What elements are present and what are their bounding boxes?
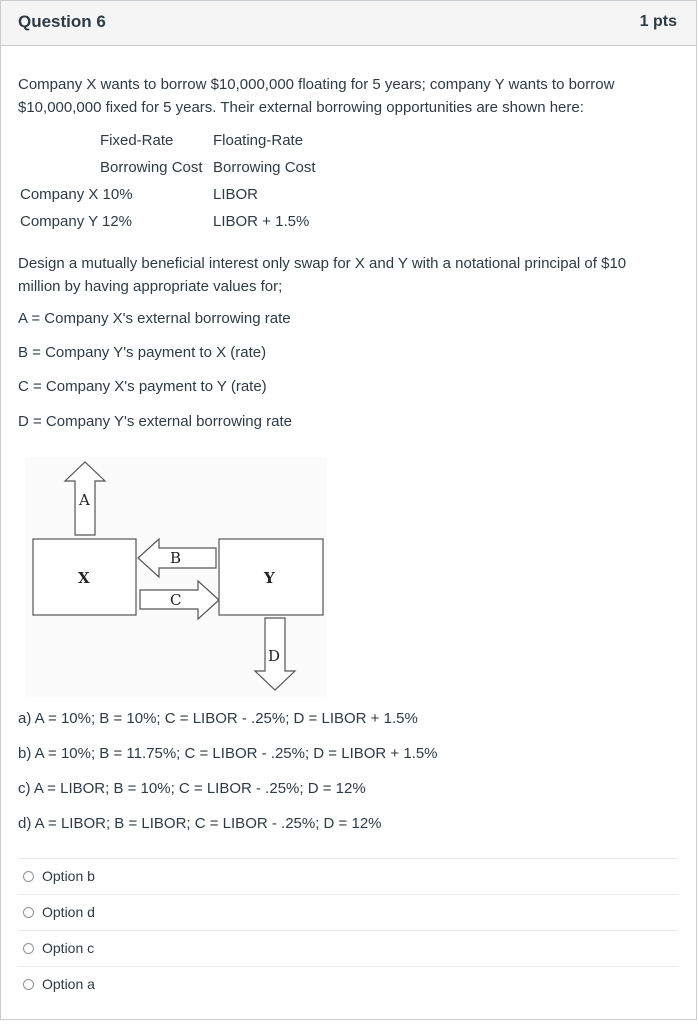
- box-y-label: Y: [264, 569, 275, 587]
- arrow-b-label: B: [170, 549, 182, 567]
- arrow-a-label: A: [79, 491, 90, 509]
- question-intro: Company X wants to borrow $10,000,000 floating for 5 years; company Y wants to borrow $10,000,000 fixed for 5 years. Their external borrowing opportunities are shown here:: [18, 76, 615, 116]
- answer-a: a) A = 10%; B = 10%; C = LIBOR - .25%; D = LIBOR + 1.5%: [18, 710, 418, 727]
- option-a-radio[interactable]: [23, 979, 34, 990]
- table-header-floating: Floating-Rate: [213, 132, 304, 149]
- option-a-row[interactable]: [18, 966, 678, 1002]
- option-b-row[interactable]: [18, 858, 678, 894]
- option-d-label[interactable]: Option d: [42, 904, 95, 920]
- table-row-x-floating: LIBOR: [213, 186, 259, 203]
- table-subheader-fixed: Borrowing Cost: [100, 159, 203, 176]
- option-d-row[interactable]: [18, 894, 678, 930]
- table-row-x-label: Company X 10%: [20, 186, 133, 203]
- definition-b: B = Company Y's payment to X (rate): [18, 344, 267, 361]
- box-x-label: X: [78, 569, 90, 587]
- question-header: [1, 1, 696, 46]
- table-row-y-floating: LIBOR + 1.5%: [213, 213, 310, 230]
- table-header-fixed: Fixed-Rate: [100, 132, 174, 149]
- answer-c: c) A = LIBOR; B = 10%; C = LIBOR - .25%; D = 12%: [18, 780, 366, 797]
- question-title: Question 6: [18, 12, 106, 31]
- definition-a: A = Company X's external borrowing rate: [18, 310, 291, 327]
- question-points: 1 pts: [639, 13, 677, 30]
- option-a-label[interactable]: Option a: [42, 976, 95, 992]
- answer-d: d) A = LIBOR; B = LIBOR; C = LIBOR - .25%; D = 12%: [18, 815, 382, 832]
- swap-diagram: [25, 457, 327, 697]
- table-subheader-floating: Borrowing Cost: [213, 159, 316, 176]
- definition-c: C = Company X's payment to Y (rate): [18, 378, 267, 395]
- option-c-radio[interactable]: [23, 943, 34, 954]
- option-b-radio[interactable]: [23, 871, 34, 882]
- definition-d: D = Company Y's external borrowing rate: [18, 413, 292, 430]
- answer-b: b) A = 10%; B = 11.75%; C = LIBOR - .25%; D = LIBOR + 1.5%: [18, 745, 438, 762]
- table-row-y-label: Company Y 12%: [20, 213, 133, 230]
- arrow-c-label: C: [170, 591, 182, 609]
- arrow-d-label: D: [268, 647, 281, 665]
- option-d-radio[interactable]: [23, 907, 34, 918]
- option-c-row[interactable]: [18, 930, 678, 966]
- option-b-label[interactable]: Option b: [42, 868, 95, 884]
- option-c-label[interactable]: Option c: [42, 940, 95, 956]
- design-instructions: Design a mutually beneficial interest only swap for X and Y with a notational principal of $10 million by having appropriate values for;: [18, 255, 627, 295]
- option-list: [18, 858, 678, 1002]
